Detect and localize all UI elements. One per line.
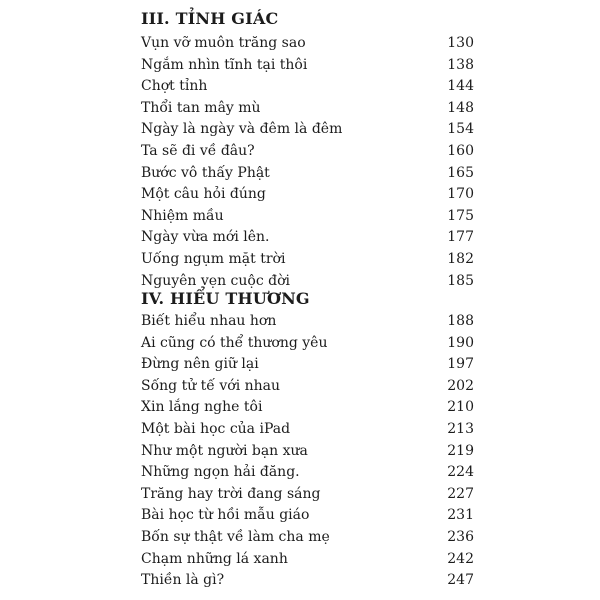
entry-page-number: 202 xyxy=(447,377,474,394)
toc-entry xyxy=(141,441,474,463)
entry-page-number: 224 xyxy=(447,464,474,481)
entry-page-number: 190 xyxy=(447,334,474,351)
toc-entry xyxy=(141,249,474,271)
section-heading: IV. HIỂU THƯƠNG xyxy=(141,289,310,308)
toc-entry xyxy=(141,119,474,141)
entry-page-number: 182 xyxy=(447,251,474,267)
toc-entry xyxy=(141,505,474,527)
toc-entry xyxy=(141,419,474,441)
entry-title: Ngày vừa mới lên. xyxy=(141,229,270,246)
entry-title: Bài học từ hồi mẫu giáo xyxy=(141,507,310,524)
entry-title: Một câu hỏi đúng xyxy=(141,186,266,203)
entry-title: Uống ngụm mặt trời xyxy=(141,251,286,267)
entry-page-number: 247 xyxy=(447,572,474,589)
entry-title: Chạm những lá xanh xyxy=(141,550,288,567)
entry-title: Nguyên vẹn cuộc đời xyxy=(141,272,290,289)
entry-title: Nhiệm mầu xyxy=(141,207,224,224)
entry-title: Ta sẽ đi về đâu? xyxy=(141,143,255,159)
entry-page-number: 231 xyxy=(447,507,474,524)
entry-title: Như một người bạn xưa xyxy=(141,442,308,459)
entry-title: Ngày là ngày và đêm là đêm xyxy=(141,121,343,138)
entry-page-number: 210 xyxy=(447,399,474,416)
toc-entry xyxy=(141,227,474,249)
entry-title: Bước vô thấy Phật xyxy=(141,164,270,181)
entry-page-number: 160 xyxy=(447,143,474,159)
entry-page-number: 197 xyxy=(447,356,474,373)
toc-entry xyxy=(141,311,474,333)
entry-page-number: 138 xyxy=(447,56,474,73)
toc-entry xyxy=(141,462,474,484)
entry-page-number: 236 xyxy=(447,529,474,545)
entry-title: Biết hiểu nhau hơn xyxy=(141,313,277,329)
toc-entry xyxy=(141,33,474,55)
toc-entry xyxy=(141,376,474,398)
entry-title: Thiền là gì? xyxy=(141,572,225,589)
entry-title: Đừng nên giữ lại xyxy=(141,356,259,373)
entry-title: Thổi tan mây mù xyxy=(141,99,261,116)
entry-title: Chợt tỉnh xyxy=(141,78,208,95)
entry-page-number: 219 xyxy=(447,442,474,459)
entry-page-number: 175 xyxy=(447,207,474,224)
entry-title: Xin lắng nghe tôi xyxy=(141,399,263,416)
entry-title: Ai cũng có thể thương yêu xyxy=(141,334,328,351)
entry-page-number: 165 xyxy=(447,164,474,181)
entry-page-number: 213 xyxy=(447,421,474,437)
toc-entry xyxy=(141,98,474,120)
entry-page-number: 154 xyxy=(447,121,474,138)
entry-title: Trăng hay trời đang sáng xyxy=(141,485,321,502)
toc-entry xyxy=(141,527,474,549)
entry-page-number: 227 xyxy=(447,485,474,502)
section-heading: III. TỈNH GIÁC xyxy=(141,9,279,28)
entry-page-number: 242 xyxy=(447,550,474,567)
toc-entry xyxy=(141,206,474,228)
entry-title: Một bài học của iPad xyxy=(141,421,291,437)
entry-title: Bốn sự thật về làm cha mẹ xyxy=(141,529,330,545)
toc-entry xyxy=(141,141,474,163)
toc-entry xyxy=(141,76,474,98)
entry-title: Vụn vỡ muôn trăng sao xyxy=(141,35,306,51)
toc-entry xyxy=(141,163,474,185)
entry-page-number: 185 xyxy=(447,272,474,289)
toc-entry xyxy=(141,570,474,592)
entry-page-number: 188 xyxy=(447,313,474,329)
entry-page-number: 177 xyxy=(447,229,474,246)
entry-page-number: 144 xyxy=(447,78,474,95)
entry-title: Sống tử tế với nhau xyxy=(141,377,281,394)
toc-entry xyxy=(141,184,474,206)
entry-page-number: 148 xyxy=(447,99,474,116)
entry-page-number: 170 xyxy=(447,186,474,203)
toc-entry xyxy=(141,397,474,419)
toc-entry xyxy=(141,55,474,77)
entry-page-number: 130 xyxy=(447,35,474,51)
toc-entry xyxy=(141,484,474,506)
entry-title: Những ngọn hải đăng. xyxy=(141,464,300,481)
toc-entry xyxy=(141,333,474,355)
toc-entry xyxy=(141,354,474,376)
toc-entry xyxy=(141,549,474,571)
entry-title: Ngắm nhìn tĩnh tại thôi xyxy=(141,56,308,73)
